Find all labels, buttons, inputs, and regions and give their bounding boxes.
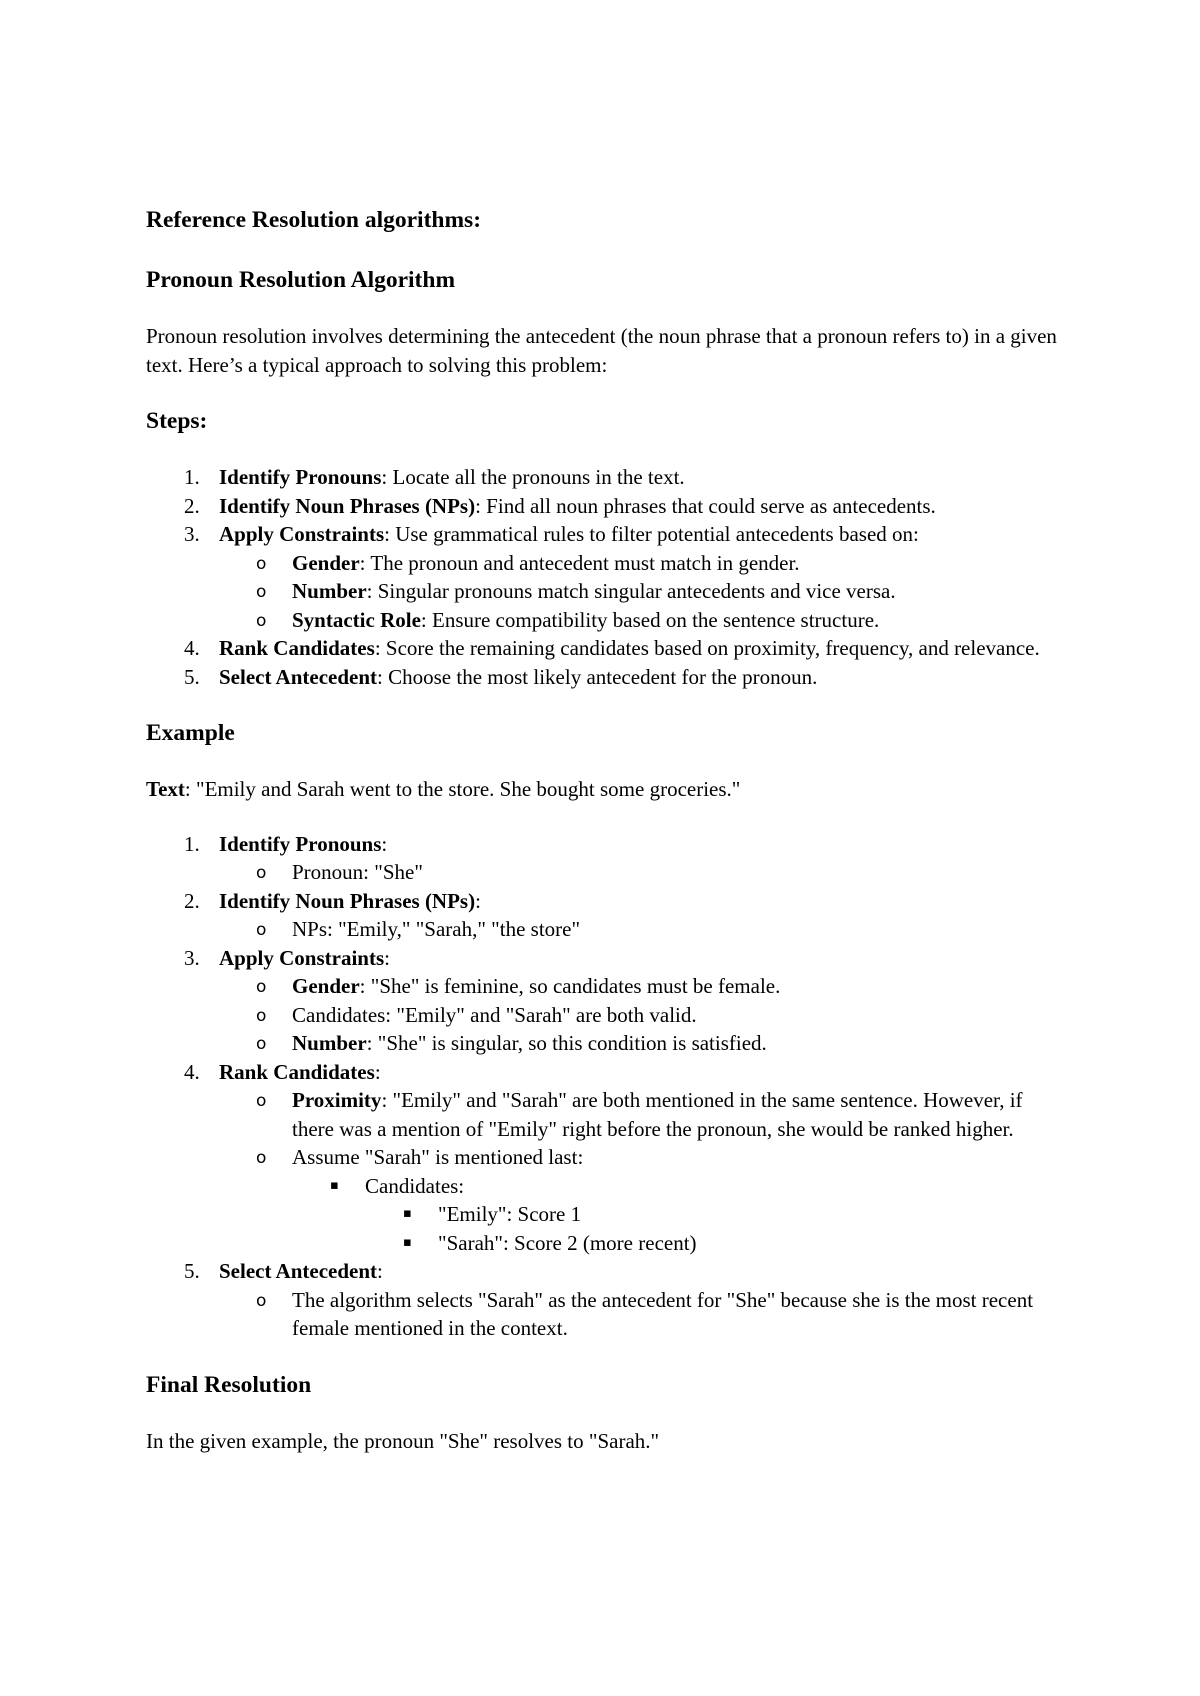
- example-step-item: 2. Identify Noun Phrases (NPs): o NPs: "Emily," "Sarah," "the store": [146, 887, 1066, 944]
- sub-item: o Syntactic Role: Ensure compatibility based on the sentence structure.: [256, 607, 880, 632]
- sub-item: o Assume "Sarah" is mentioned last: ▪ Candidates: ▪ "Emily": Score 1 ▪ "Sarah": Score 2 (more recent): [219, 1143, 1066, 1257]
- step-item: 5. Select Antecedent: Choose the most likely antecedent for the pronoun.: [184, 664, 818, 689]
- candidate-item: ▪ "Emily": Score 1: [403, 1202, 582, 1226]
- steps-heading: Steps:: [146, 408, 208, 434]
- example-heading: Example: [146, 720, 235, 746]
- final-resolution-heading: Final Resolution: [146, 1371, 312, 1398]
- example-step-item: 4. Rank Candidates: o Proximity: "Emily" and "Sarah" are both mentioned in the same sentence. However, if there was a mention of "Emily" right before the pronoun, she would be ranked higher. o Assume "Sarah" is mentioned last: ▪ Candidates: ▪ "Emily": Score 1 ▪ "Sarah": Score 2 (more recent): [146, 1058, 1066, 1258]
- candidate-item: ▪ "Sarah": Score 2 (more recent): [403, 1230, 697, 1255]
- steps-list: [146, 463, 1066, 691]
- sub-item: o Number: "She" is singular, so this condition is satisfied.: [256, 1031, 767, 1055]
- document-page: [146, 204, 1066, 1481]
- sub-item: o Candidates: "Emily" and "Sarah" are both valid.: [256, 1002, 697, 1027]
- sub-sub-item: ▪ Candidates: ▪ "Emily": Score 1 ▪ "Sarah": Score 2 (more recent): [292, 1172, 1066, 1258]
- step-item: 2. Identify Noun Phrases (NPs): Find all noun phrases that could serve as antecedents.: [184, 493, 936, 518]
- document-title: Reference Resolution algorithms:: [146, 207, 482, 233]
- step-item: 1. Identify Pronouns: Locate all the pronouns in the text.: [184, 465, 685, 489]
- intro-paragraph: Pronoun resolution involves determining the antecedent (the noun phrase that a pronoun refers to) in a given text. Here’s a typical approach to solving this problem:: [146, 324, 1057, 377]
- example-text: Text: "Emily and Sarah went to the store. She bought some groceries.": [146, 777, 741, 801]
- sub-item: o NPs: "Emily," "Sarah," "the store": [256, 917, 581, 941]
- sub-item: o Gender: "She" is feminine, so candidates must be female.: [256, 974, 781, 998]
- sub-item: o Gender: The pronoun and antecedent must match in gender.: [256, 550, 800, 575]
- step-item: 4. Rank Candidates: Score the remaining candidates based on proximity, frequency, and relevance.: [184, 636, 1040, 660]
- constraints-sublist: [219, 549, 1066, 635]
- sub-item: o Number: Singular pronouns match singular antecedents and vice versa.: [256, 579, 896, 603]
- example-steps-list: [146, 830, 1066, 1343]
- section-heading-pronoun-resolution: Pronoun Resolution Algorithm: [146, 267, 456, 293]
- sub-item: o Proximity: "Emily" and "Sarah" are both mentioned in the same sentence. However, if there was a mention of "Emily" right before the pronoun, she would be ranked higher.: [256, 1088, 1023, 1141]
- sub-item: o The algorithm selects "Sarah" as the antecedent for "She" because she is the most recent female mentioned in the context.: [256, 1287, 1034, 1340]
- example-step-item: 3. Apply Constraints: o Gender: "She" is feminine, so candidates must be female. o Candidates: "Emily" and "Sarah" are both valid. o Number: "She" is singular, so this condition is satisfied.: [146, 944, 1066, 1058]
- sub-item: o Pronoun: "She": [256, 860, 423, 884]
- step-item: 3. Apply Constraints: Use grammatical rules to filter potential antecedents based on: o Gender: The pronoun and antecedent must match in gender. o Number: Singular pronouns match singular antecedents and vice versa. o Syntactic Role: Ensure compatibility based on the sentence structure.: [146, 520, 1066, 634]
- example-step-item: 5. Select Antecedent: o The algorithm selects "Sarah" as the antecedent for "She" because she is the most recent female mentioned in the context.: [146, 1257, 1066, 1343]
- example-step-item: 1. Identify Pronouns: o Pronoun: "She": [146, 830, 1066, 887]
- final-resolution-text: In the given example, the pronoun "She" resolves to "Sarah.": [146, 1428, 660, 1453]
